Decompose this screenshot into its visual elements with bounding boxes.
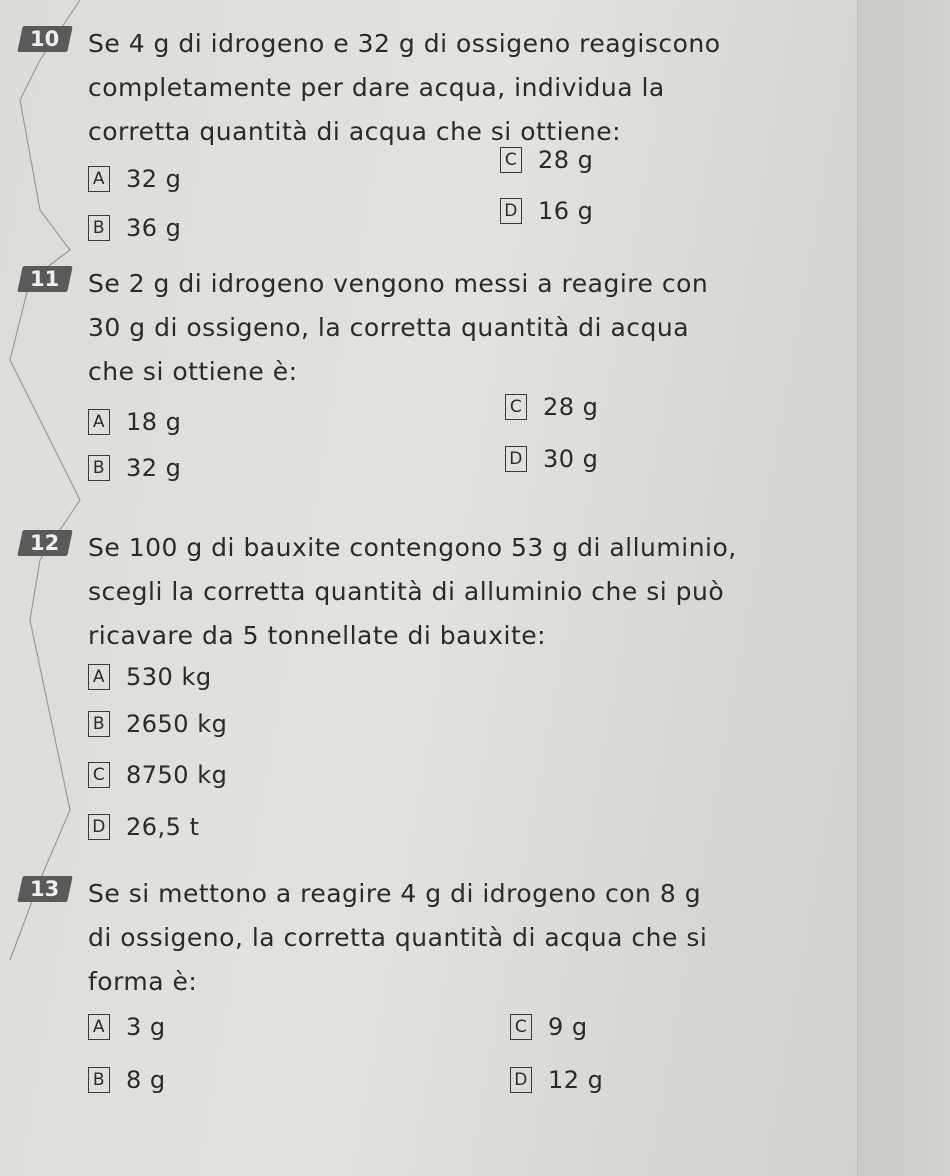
- option-d[interactable]: [500, 197, 593, 225]
- option-a[interactable]: [88, 408, 181, 436]
- option-b[interactable]: [88, 454, 181, 482]
- option-letter-box: D: [510, 1067, 532, 1093]
- margin-pencil-line: [0, 0, 90, 1176]
- question-line: di ossigeno, la corretta quantità di acqua che si: [88, 923, 708, 952]
- option-text: 36 g: [126, 214, 182, 242]
- question-text: [88, 22, 828, 154]
- option-text: 28 g: [543, 393, 599, 421]
- question-text: [88, 262, 828, 394]
- option-a[interactable]: [88, 1013, 166, 1041]
- question-line: Se 4 g di idrogeno e 32 g di ossigeno reagiscono: [88, 29, 721, 58]
- question-line: Se 2 g di idrogeno vengono messi a reagire con: [88, 269, 709, 298]
- option-letter-box: B: [88, 215, 110, 241]
- option-c[interactable]: [500, 146, 593, 174]
- option-letter-box: C: [510, 1014, 532, 1040]
- question-number-badge: 10: [17, 26, 73, 52]
- option-text: 16 g: [538, 197, 594, 225]
- option-letter-box: B: [88, 455, 110, 481]
- option-text: 12 g: [548, 1066, 604, 1094]
- option-letter-box: D: [88, 814, 110, 840]
- option-c[interactable]: [505, 393, 598, 421]
- option-c[interactable]: [88, 761, 227, 789]
- option-letter-box: C: [88, 762, 110, 788]
- question-line: forma è:: [88, 967, 198, 996]
- option-letter-box: A: [88, 1014, 110, 1040]
- question-line: scegli la corretta quantità di alluminio che si può: [88, 577, 725, 606]
- option-letter-box: B: [88, 1067, 110, 1093]
- page-edge: [857, 0, 950, 1176]
- option-letter-box: C: [500, 147, 522, 173]
- question-text: [88, 872, 828, 1004]
- option-text: 2650 kg: [126, 710, 228, 738]
- option-a[interactable]: [88, 663, 212, 691]
- option-letter-box: D: [505, 446, 527, 472]
- question-line: 30 g di ossigeno, la corretta quantità di acqua: [88, 313, 690, 342]
- question-number-badge: 12: [17, 530, 73, 556]
- option-d[interactable]: [505, 445, 598, 473]
- question-number-badge: 11: [17, 266, 73, 292]
- question-line: ricavare da 5 tonnellate di bauxite:: [88, 621, 547, 650]
- option-d[interactable]: [88, 813, 199, 841]
- question-text: [88, 526, 828, 658]
- question-line: che si ottiene è:: [88, 357, 298, 386]
- question-line: completamente per dare acqua, individua la: [88, 73, 665, 102]
- option-text: 30 g: [543, 445, 599, 473]
- option-text: 28 g: [538, 146, 594, 174]
- option-text: 8 g: [126, 1066, 166, 1094]
- option-letter-box: A: [88, 664, 110, 690]
- question-line: corretta quantità di acqua che si ottiene:: [88, 117, 622, 146]
- option-letter-box: C: [505, 394, 527, 420]
- question-line: Se 100 g di bauxite contengono 53 g di alluminio,: [88, 533, 737, 562]
- option-text: 3 g: [126, 1013, 166, 1041]
- option-b[interactable]: [88, 710, 227, 738]
- option-c[interactable]: [510, 1013, 588, 1041]
- option-b[interactable]: [88, 214, 181, 242]
- option-letter-box: B: [88, 711, 110, 737]
- option-text: 8750 kg: [126, 761, 228, 789]
- option-a[interactable]: [88, 165, 181, 193]
- option-text: 530 kg: [126, 663, 212, 691]
- option-text: 26,5 t: [126, 813, 200, 841]
- option-b[interactable]: [88, 1066, 166, 1094]
- question-line: Se si mettono a reagire 4 g di idrogeno con 8 g: [88, 879, 702, 908]
- option-text: 18 g: [126, 408, 182, 436]
- question-number-badge: 13: [17, 876, 73, 902]
- option-letter-box: D: [500, 198, 522, 224]
- option-text: 9 g: [548, 1013, 588, 1041]
- option-text: 32 g: [126, 454, 182, 482]
- option-letter-box: A: [88, 166, 110, 192]
- option-d[interactable]: [510, 1066, 603, 1094]
- option-text: 32 g: [126, 165, 182, 193]
- option-letter-box: A: [88, 409, 110, 435]
